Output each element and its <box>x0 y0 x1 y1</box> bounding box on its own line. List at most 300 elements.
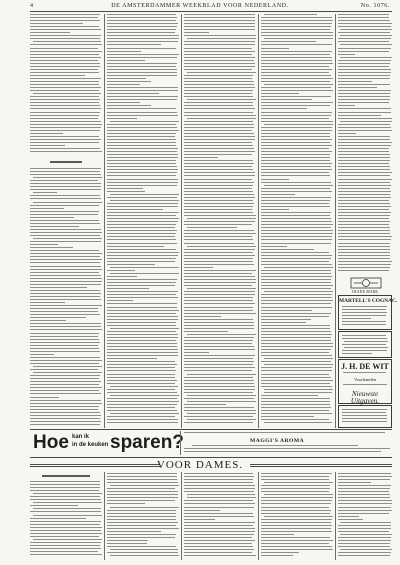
text-line <box>33 493 102 494</box>
text-line <box>338 485 391 486</box>
text-line <box>261 543 329 544</box>
text-line <box>30 415 101 416</box>
text-line <box>184 291 255 292</box>
text-line <box>30 542 101 543</box>
text-line <box>338 261 392 262</box>
text-line <box>261 63 333 64</box>
text-line <box>261 328 330 329</box>
text-line <box>107 316 178 317</box>
text-line <box>184 87 255 88</box>
text-line <box>30 118 98 119</box>
text-line <box>184 115 256 116</box>
text-line <box>342 306 387 307</box>
text-line <box>338 166 390 167</box>
text-line <box>261 313 331 314</box>
martell-ad <box>338 295 398 330</box>
column-rule <box>104 472 105 560</box>
text-line <box>184 51 255 52</box>
text-line <box>110 328 179 329</box>
text-line <box>261 546 332 547</box>
text-line <box>30 112 100 113</box>
text-line <box>338 252 390 253</box>
text-line <box>107 148 178 149</box>
text-line <box>184 148 254 149</box>
text-line <box>261 497 333 498</box>
text-line <box>30 308 98 309</box>
text-line <box>30 296 100 297</box>
text-line <box>184 102 253 103</box>
text-line <box>187 401 256 402</box>
text-line <box>261 276 332 277</box>
text-line <box>184 194 254 195</box>
text-line <box>338 96 390 97</box>
column-rule <box>181 472 182 560</box>
text-line <box>343 384 387 385</box>
text-line <box>107 78 146 79</box>
text-line <box>33 41 101 42</box>
text-line <box>30 390 99 391</box>
text-line <box>30 290 100 291</box>
text-line <box>107 252 179 253</box>
issue-number: No. 1076. <box>360 3 390 9</box>
text-line <box>184 273 252 274</box>
text-line <box>261 355 332 356</box>
text-line <box>184 448 390 449</box>
text-column-2 <box>107 14 179 428</box>
text-line <box>30 490 99 491</box>
text-line <box>261 279 331 280</box>
text-line <box>338 555 390 556</box>
text-line <box>338 236 392 237</box>
text-line <box>107 48 176 49</box>
text-line <box>338 78 390 79</box>
text-line <box>338 69 391 70</box>
text-line <box>184 328 254 329</box>
text-line <box>30 108 101 109</box>
text-line <box>30 484 100 485</box>
text-line <box>261 374 329 375</box>
martell-ad-title: MARTELL'S COGNAC. <box>339 298 398 304</box>
text-line <box>261 154 330 155</box>
text-line <box>184 127 254 128</box>
text-line <box>184 90 253 91</box>
text-line <box>30 229 101 230</box>
text-line <box>261 172 329 173</box>
text-line <box>107 14 176 15</box>
text-line <box>107 151 177 152</box>
text-line <box>338 175 390 176</box>
text-line <box>338 151 389 152</box>
text-line <box>107 139 176 140</box>
text-line <box>184 108 255 109</box>
text-line <box>30 381 101 382</box>
text-line <box>107 108 176 109</box>
text-line <box>30 551 98 552</box>
text-line <box>30 205 99 206</box>
text-line <box>261 352 329 353</box>
text-line <box>184 549 254 550</box>
text-line <box>107 377 175 378</box>
text-line <box>184 32 209 33</box>
text-line <box>30 339 99 340</box>
text-line <box>338 218 389 219</box>
text-line <box>30 75 85 76</box>
bottom-ad-text <box>342 409 388 426</box>
text-line <box>184 383 254 384</box>
text-line <box>30 102 99 103</box>
text-line <box>30 26 99 27</box>
text-line <box>107 261 175 262</box>
text-line <box>261 57 332 58</box>
text-line <box>338 221 390 222</box>
text-line <box>184 41 255 42</box>
text-line <box>30 223 100 224</box>
text-line <box>261 367 332 368</box>
text-line <box>338 41 389 42</box>
text-line <box>261 555 293 556</box>
text-line <box>342 324 386 325</box>
text-line <box>107 510 176 511</box>
text-line <box>33 93 101 94</box>
text-line <box>264 494 333 495</box>
text-line <box>187 419 256 420</box>
text-line <box>261 175 330 176</box>
text-line <box>338 494 390 495</box>
text-line <box>110 413 179 414</box>
text-line <box>184 179 252 180</box>
text-line <box>338 17 389 18</box>
text-line <box>338 139 390 140</box>
text-line <box>107 124 176 125</box>
text-line <box>30 78 101 79</box>
text-line <box>30 124 102 125</box>
text-line <box>30 302 65 303</box>
text-line <box>30 171 100 172</box>
text-line <box>30 183 101 184</box>
text-line <box>33 238 102 239</box>
text-line <box>107 118 137 119</box>
text-line <box>184 81 254 82</box>
text-line <box>30 256 100 257</box>
text-line <box>264 422 332 423</box>
text-line <box>30 241 101 242</box>
text-line <box>184 252 253 253</box>
text-line <box>30 387 102 388</box>
text-line <box>184 35 256 36</box>
text-line <box>184 188 252 189</box>
text-line <box>30 336 98 337</box>
small-ad-text <box>342 335 388 357</box>
text-line <box>184 14 255 15</box>
text-line <box>107 291 178 292</box>
lower-text-column-1 <box>30 481 102 560</box>
text-line <box>264 392 333 393</box>
text-line <box>184 479 253 480</box>
text-line <box>261 54 330 55</box>
text-line <box>107 29 176 30</box>
text-line <box>30 418 100 419</box>
text-line <box>30 406 99 407</box>
text-line <box>107 383 175 384</box>
text-line <box>107 84 140 85</box>
text-column-3 <box>184 14 256 428</box>
text-line <box>338 185 391 186</box>
text-line <box>338 127 391 128</box>
text-line <box>30 397 59 398</box>
text-line <box>261 398 330 399</box>
text-line <box>261 93 299 94</box>
text-line <box>342 353 372 354</box>
text-line <box>30 54 99 55</box>
text-line <box>184 112 253 113</box>
text-line <box>187 395 256 396</box>
text-line <box>261 139 332 140</box>
text-line <box>107 519 176 520</box>
text-line <box>184 191 253 192</box>
text-line <box>261 334 332 335</box>
text-line <box>30 133 63 134</box>
text-line <box>107 285 175 286</box>
trade-mark-emblem-icon <box>350 277 382 289</box>
text-line <box>261 239 332 240</box>
text-column-1b <box>30 168 102 428</box>
text-line <box>107 355 178 356</box>
text-line <box>338 552 391 553</box>
text-line <box>30 90 99 91</box>
text-line <box>261 90 333 91</box>
text-line <box>261 115 331 116</box>
text-line <box>184 507 254 508</box>
text-line <box>342 321 386 322</box>
text-line <box>338 230 390 231</box>
text-line <box>30 127 101 128</box>
text-line <box>184 182 254 183</box>
text-line <box>30 217 74 218</box>
text-line <box>184 63 255 64</box>
text-line <box>107 127 177 128</box>
dewit-ad-voorhanden: Voorhanden <box>353 377 377 382</box>
text-line <box>338 500 392 501</box>
dewit-ad-text <box>343 372 387 376</box>
text-line <box>107 145 176 146</box>
text-line <box>33 515 102 516</box>
text-line <box>107 337 178 338</box>
text-line <box>184 343 252 344</box>
text-line <box>184 172 255 173</box>
text-line <box>184 358 253 359</box>
text-line <box>184 185 253 186</box>
text-line <box>30 272 99 273</box>
text-line <box>107 297 178 298</box>
text-line <box>184 300 253 301</box>
text-line <box>338 112 391 113</box>
text-line <box>342 338 387 339</box>
banner-kan-ik: kan ik <box>72 434 90 440</box>
text-line <box>30 244 58 245</box>
text-line <box>30 311 98 312</box>
text-line <box>30 351 100 352</box>
text-line <box>184 555 256 556</box>
column-heading <box>42 475 90 477</box>
text-line <box>338 124 390 125</box>
text-line <box>344 347 388 348</box>
text-line <box>30 35 101 36</box>
text-line <box>261 370 332 371</box>
text-line <box>261 20 333 21</box>
text-line <box>184 325 254 326</box>
text-line <box>340 549 392 550</box>
banner-hoe: Hoe <box>33 432 69 453</box>
text-line <box>184 209 252 210</box>
column-rule <box>335 472 336 560</box>
text-column-5 <box>338 14 392 276</box>
text-line <box>107 130 179 131</box>
text-line <box>342 412 386 413</box>
text-line <box>184 491 254 492</box>
text-line <box>261 531 332 532</box>
text-line <box>187 288 256 289</box>
text-line <box>107 513 176 514</box>
text-line <box>107 90 178 91</box>
text-line <box>107 310 179 311</box>
text-line <box>261 343 333 344</box>
dewit-ad-title: J. H. DE WIT <box>341 362 389 371</box>
text-line <box>261 261 329 262</box>
banner-divider <box>180 431 181 455</box>
text-line <box>30 314 100 315</box>
text-line <box>107 154 178 155</box>
text-line <box>184 500 253 501</box>
text-line <box>261 294 332 295</box>
text-line <box>261 479 329 480</box>
text-line <box>184 166 252 167</box>
text-line <box>264 14 318 15</box>
text-line <box>184 531 255 532</box>
text-line <box>30 412 100 413</box>
text-line <box>30 57 101 58</box>
text-line <box>264 38 333 39</box>
text-line <box>107 525 176 526</box>
text-line <box>107 81 151 82</box>
text-line <box>33 372 102 373</box>
text-line <box>261 17 332 18</box>
text-line <box>264 291 333 292</box>
text-line <box>184 175 255 176</box>
text-line <box>261 401 330 402</box>
text-line <box>264 185 333 186</box>
text-line <box>184 29 255 30</box>
text-line <box>184 157 218 158</box>
text-line <box>261 26 331 27</box>
text-line <box>184 525 253 526</box>
text-line <box>261 227 331 228</box>
text-line <box>107 105 151 106</box>
text-line <box>30 174 101 175</box>
text-line <box>30 409 98 410</box>
text-line <box>107 319 178 320</box>
text-line <box>30 527 102 528</box>
text-line <box>184 258 253 259</box>
text-line <box>30 259 102 260</box>
text-line <box>30 348 99 349</box>
text-line <box>107 75 177 76</box>
text-line <box>107 35 179 36</box>
text-line <box>184 48 252 49</box>
text-line <box>261 503 331 504</box>
text-line <box>30 142 99 143</box>
text-line <box>107 224 176 225</box>
text-line <box>261 148 329 149</box>
text-line <box>184 160 253 161</box>
text-line <box>340 35 391 36</box>
text-line <box>338 148 389 149</box>
text-line <box>261 525 332 526</box>
text-line <box>338 130 392 131</box>
text-line <box>184 203 254 204</box>
text-line <box>261 218 331 219</box>
text-line <box>107 54 179 55</box>
text-line <box>107 503 145 504</box>
text-line <box>184 44 255 45</box>
text-line <box>30 524 100 525</box>
text-line <box>30 530 101 531</box>
text-line <box>261 337 331 338</box>
text-line <box>184 270 256 271</box>
text-line <box>261 145 332 146</box>
text-line <box>30 299 101 300</box>
text-column-1a <box>30 14 102 157</box>
text-line <box>184 243 254 244</box>
text-line <box>30 198 101 199</box>
text-line <box>261 255 332 256</box>
text-line <box>107 367 175 368</box>
text-line <box>33 192 58 193</box>
text-line <box>261 270 331 271</box>
text-line <box>338 200 389 201</box>
text-line <box>107 279 177 280</box>
text-line <box>261 282 331 283</box>
text-line <box>261 44 332 45</box>
text-line <box>107 23 178 24</box>
text-line <box>342 318 371 319</box>
text-line <box>184 349 255 350</box>
text-line <box>184 451 381 452</box>
text-line <box>184 516 254 517</box>
text-line <box>184 485 255 486</box>
text-line <box>33 539 102 540</box>
text-line <box>107 17 177 18</box>
text-line <box>261 209 289 210</box>
text-line <box>30 148 100 149</box>
text-line <box>184 513 253 514</box>
text-line <box>187 246 256 247</box>
column-rule <box>335 14 336 428</box>
text-line <box>338 267 390 268</box>
text-line <box>107 206 178 207</box>
text-line <box>338 528 391 529</box>
text-line <box>338 525 391 526</box>
text-line <box>30 81 99 82</box>
text-line <box>30 247 73 248</box>
text-line <box>338 75 390 76</box>
text-line <box>261 136 330 137</box>
text-line <box>184 367 255 368</box>
text-line <box>107 419 178 420</box>
text-line <box>338 537 391 538</box>
text-line <box>30 214 98 215</box>
text-line <box>338 26 391 27</box>
text-line <box>261 48 289 49</box>
